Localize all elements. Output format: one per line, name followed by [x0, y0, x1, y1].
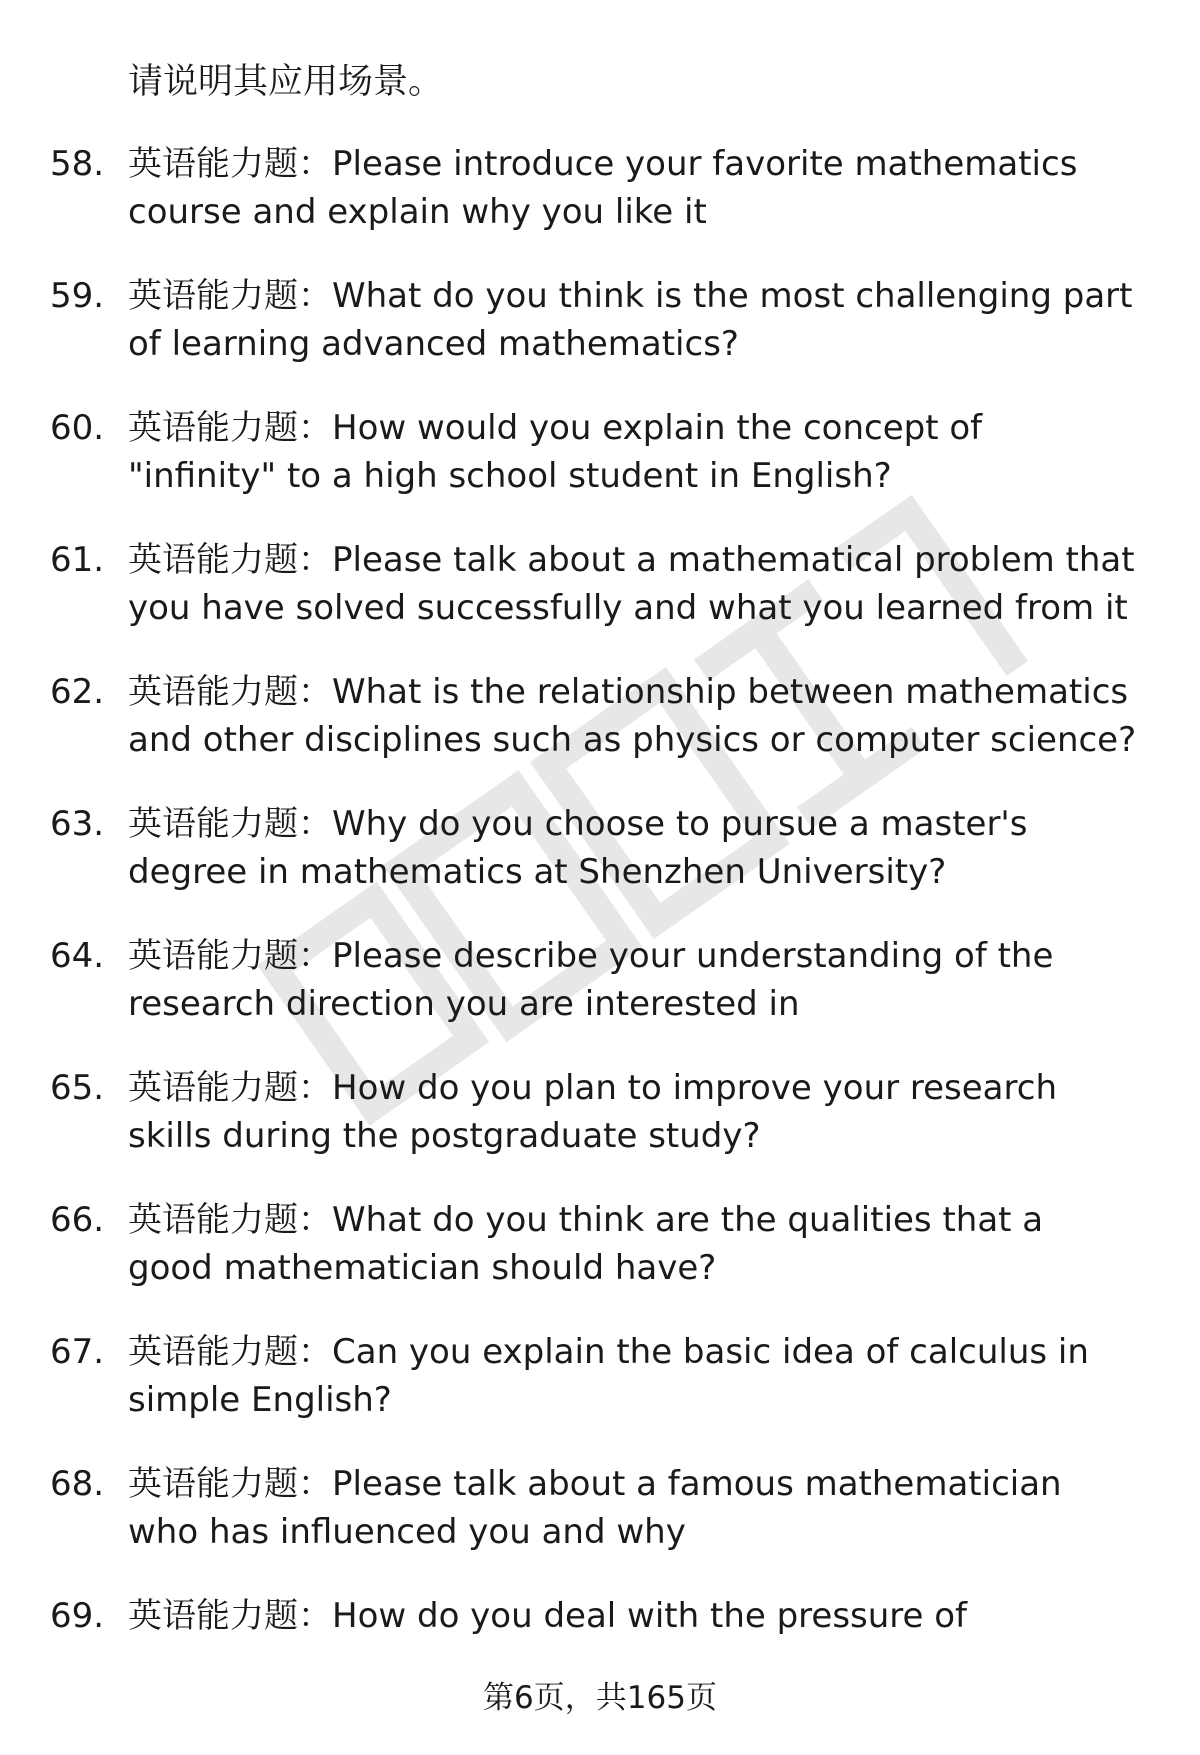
question-tag: 英语能力题：	[128, 408, 332, 448]
continuation-line: 请说明其应用场景。	[128, 62, 444, 102]
question-number: 63.	[50, 804, 105, 844]
question-text-1: What do you think are the qualities that a	[332, 1200, 1044, 1240]
question-line-2: of learning advanced mathematics?	[128, 324, 739, 364]
question-text-1: How do you deal with the pressure of	[332, 1596, 968, 1636]
question-text-1: How do you plan to improve your research	[332, 1068, 1057, 1108]
question-tag: 英语能力题：	[128, 1596, 332, 1636]
question-list	[50, 140, 1170, 1640]
question-number: 61.	[50, 540, 105, 580]
question-tag: 英语能力题：	[128, 1464, 332, 1504]
question-line-2: research direction you are interested in	[128, 984, 800, 1024]
question-number: 58.	[50, 144, 105, 184]
page-number-footer: 第6页，共165页	[483, 1680, 717, 1716]
question-item	[50, 800, 1170, 896]
question-item	[50, 1064, 1170, 1160]
question-line-1	[128, 1592, 1170, 1640]
question-line-2: course and explain why you like it	[128, 192, 707, 232]
question-text-1: Please talk about a famous mathematician	[332, 1464, 1062, 1504]
question-tag: 英语能力题：	[128, 1068, 332, 1108]
question-text-1: Why do you choose to pursue a master's	[332, 804, 1028, 844]
question-number: 66.	[50, 1200, 105, 1240]
question-text-1: Please introduce your favorite mathematics	[332, 144, 1078, 184]
question-number: 62.	[50, 672, 105, 712]
question-number: 65.	[50, 1068, 105, 1108]
question-tag: 英语能力题：	[128, 936, 332, 976]
question-item	[50, 404, 1170, 500]
question-text-1: What is the relationship between mathematics	[332, 672, 1129, 712]
question-line-1	[128, 1460, 1170, 1508]
question-line-1	[128, 404, 1170, 452]
question-line-1	[128, 1196, 1170, 1244]
question-number: 64.	[50, 936, 105, 976]
question-tag: 英语能力题：	[128, 276, 332, 316]
question-tag: 英语能力题：	[128, 540, 332, 580]
question-text-1: Please talk about a mathematical problem that	[332, 540, 1135, 580]
question-item	[50, 272, 1170, 368]
question-item	[50, 1460, 1170, 1556]
question-tag: 英语能力题：	[128, 144, 332, 184]
question-text-1: What do you think is the most challenging part	[332, 276, 1133, 316]
question-text-1: Please describe your understanding of the	[332, 936, 1054, 976]
question-line-2: skills during the postgraduate study?	[128, 1116, 761, 1156]
question-line-1	[128, 272, 1170, 320]
question-line-1	[128, 536, 1170, 584]
question-line-1	[128, 1064, 1170, 1112]
question-line-2: you have solved successfully and what you learned from it	[128, 588, 1128, 628]
question-line-1	[128, 668, 1170, 716]
question-line-2: simple English?	[128, 1380, 392, 1420]
question-line-2: and other disciplines such as physics or computer science?	[128, 720, 1137, 760]
question-number: 60.	[50, 408, 105, 448]
question-item	[50, 1592, 1170, 1640]
question-number: 67.	[50, 1332, 105, 1372]
question-text-1: Can you explain the basic idea of calculus in	[332, 1332, 1089, 1372]
question-line-1	[128, 140, 1170, 188]
question-tag: 英语能力题：	[128, 1200, 332, 1240]
question-tag: 英语能力题：	[128, 1332, 332, 1372]
question-line-1	[128, 800, 1170, 848]
question-line-1	[128, 932, 1170, 980]
question-item	[50, 668, 1170, 764]
question-text-1: How would you explain the concept of	[332, 408, 983, 448]
question-number: 68.	[50, 1464, 105, 1504]
question-line-2: who has influenced you and why	[128, 1512, 686, 1552]
question-tag: 英语能力题：	[128, 804, 332, 844]
question-number: 69.	[50, 1596, 105, 1636]
question-tag: 英语能力题：	[128, 672, 332, 712]
question-number: 59.	[50, 276, 105, 316]
question-line-1	[128, 1328, 1170, 1376]
question-item	[50, 140, 1170, 236]
question-item	[50, 1328, 1170, 1424]
question-item	[50, 536, 1170, 632]
question-item	[50, 932, 1170, 1028]
question-line-2: degree in mathematics at Shenzhen University?	[128, 852, 947, 892]
question-line-2: good mathematician should have?	[128, 1248, 717, 1288]
question-item	[50, 1196, 1170, 1292]
question-line-2: "infinity" to a high school student in English?	[128, 456, 892, 496]
